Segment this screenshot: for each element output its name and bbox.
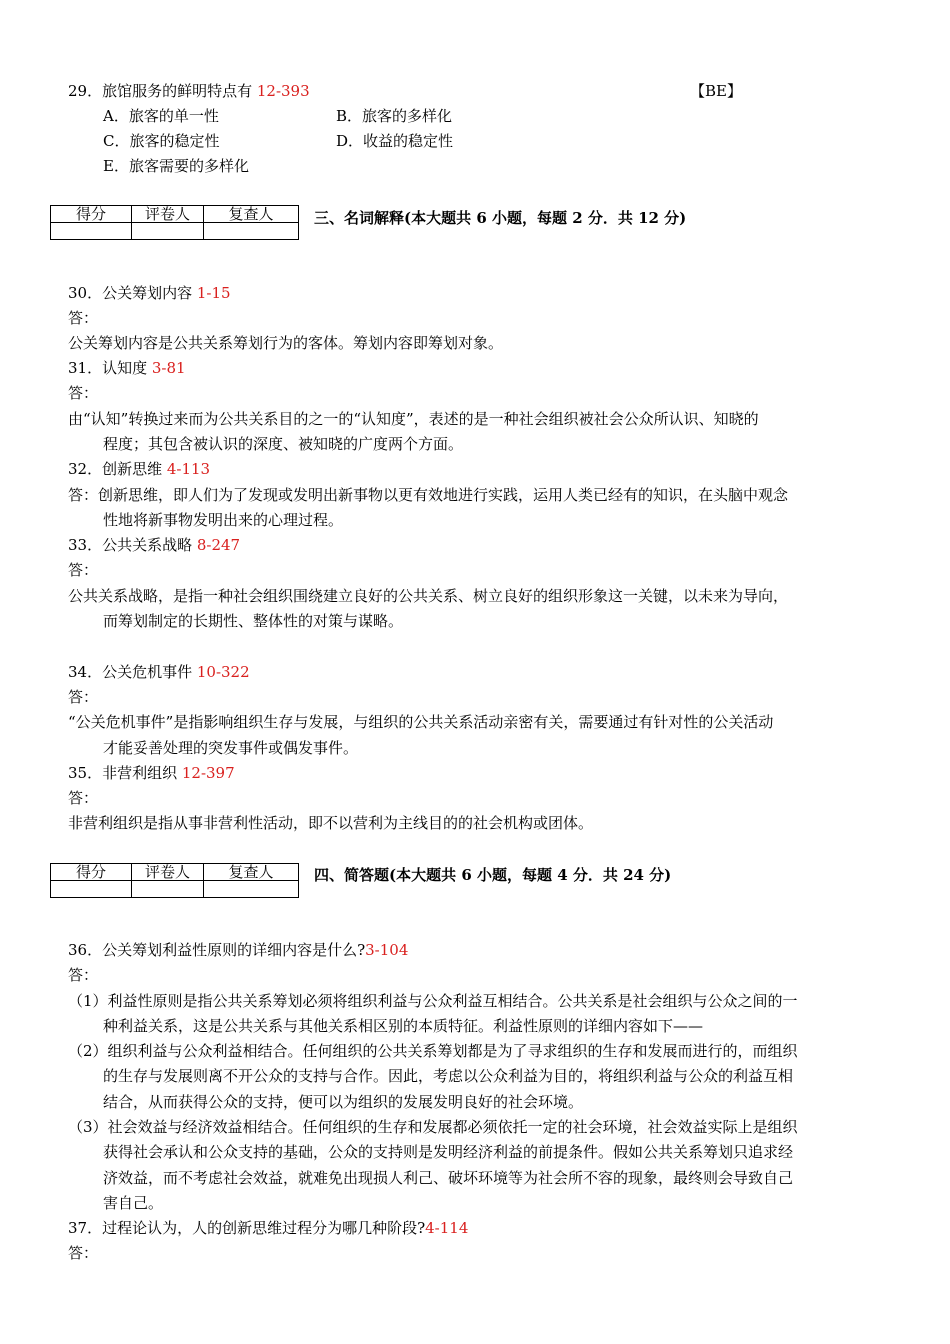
section4-title: 四、简答题(本大题共 6 小题，每题 4 分．共 24 分) (314, 866, 672, 884)
q35-ref: 12-397 (181, 764, 235, 782)
q34-stem (68, 662, 250, 682)
q37-answer-label: 答： (68, 1244, 99, 1262)
q30-answer-label: 答： (68, 309, 99, 327)
score-col-fuchaoren: 复查人 (204, 864, 299, 881)
score-cell-pingjuanren[interactable] (132, 223, 204, 240)
q31-stem (68, 358, 186, 378)
q35-stem (68, 763, 235, 783)
score-col-pingjuanren: 评卷人 (132, 864, 204, 881)
q31-answer-line1: 由“认知”转换过来而为公共关系目的之一的“认知度”，表述的是一种社会组织被社会公众所认识、知晓的 (68, 410, 759, 428)
score-cell-fuchaoren[interactable] (204, 881, 299, 898)
q36-p2-line2: 的生存与发展则离不开公众的支持与合作。因此，考虑以公众利益为目的，将组织利益与公众的利益互相 (103, 1067, 794, 1085)
q36-p2-line1: （2）组织利益与公众利益相结合。任何组织的公共关系筹划都是为了寻求组织的生存和发展而进行的，而组织 (68, 1042, 798, 1060)
q29-stem-text: 29．旅馆服务的鲜明特点有 (68, 82, 257, 100)
q37-stem (68, 1218, 468, 1238)
score-cell-fuchaoren[interactable] (204, 223, 299, 240)
q35-answer-label: 答： (68, 789, 99, 807)
q33-ref: 8-247 (196, 536, 241, 554)
q36-p3-line2: 获得社会承认和公众支持的基础，公众的支持则是发明经济利益的前提条件。假如公共关系筹划只追求经 (103, 1143, 794, 1161)
q29-stem (68, 81, 310, 101)
score-cell-pingjuanren[interactable] (132, 881, 204, 898)
q36-p3-line3: 济效益，而不考虑社会效益，就难免出现损人利己、破坏环境等为社会所不容的现象，最终则会导致自己 (103, 1169, 794, 1187)
q34-answer-line2: 才能妥善处理的突发事件或偶发事件。 (103, 739, 359, 757)
q30-stem-text: 30．公关筹划内容 (68, 284, 197, 302)
section3-title: 三、名词解释(本大题共 6 小题，每题 2 分．共 12 分) (314, 209, 687, 227)
q33-answer-label: 答： (68, 561, 99, 579)
q29-answer: 【BE】 (690, 82, 742, 100)
q31-answer-label: 答： (68, 384, 99, 402)
score-table-section3 (50, 205, 299, 240)
q36-stem (68, 940, 408, 960)
q33-answer-line2: 而筹划制定的长期性、整体性的对策与谋略。 (103, 612, 404, 630)
q29-option-c: C．旅客的稳定性 (103, 132, 220, 150)
q33-stem (68, 535, 240, 555)
q30-ref: 1-15 (196, 284, 231, 302)
q36-p1-line2: 种利益关系，这是公共关系与其他关系相区别的本质特征。利益性原则的详细内容如下—— (103, 1017, 704, 1035)
q34-answer-label: 答： (68, 688, 99, 706)
q35-answer: 非营利组织是指从事非营利性活动，即不以营利为主线目的的社会机构或团体。 (68, 814, 594, 832)
q37-stem-text: 37．过程论认为，人的创新思维过程分为哪几种阶段? (68, 1219, 426, 1237)
q29-option-e: E．旅客需要的多样化 (103, 157, 249, 175)
q30-answer: 公关筹划内容是公共关系筹划行为的客体。筹划内容即筹划对象。 (68, 334, 504, 352)
q34-ref: 10-322 (196, 663, 250, 681)
q35-stem-text: 35．非营利组织 (68, 764, 182, 782)
q29-ref: 12-393 (256, 82, 310, 100)
q36-p1-line1: （1）利益性原则是指公共关系筹划必须将组织利益与公众利益互相结合。公共关系是社会组织与公众之间的一 (68, 992, 798, 1010)
q32-ref: 4-113 (166, 460, 211, 478)
score-cell-defen[interactable] (51, 223, 132, 240)
score-cell-defen[interactable] (51, 881, 132, 898)
q34-answer-line1: “公关危机事件”是指影响组织生存与发展，与组织的公共关系活动亲密有关，需要通过有针对性的公关活动 (68, 713, 774, 731)
q34-stem-text: 34．公关危机事件 (68, 663, 197, 681)
score-table-section4 (50, 863, 299, 898)
q36-p3-line1: （3）社会效益与经济效益相结合。任何组织的生存和发展都必须依托一定的社会环境，社会效益实际上是组织 (68, 1118, 798, 1136)
q36-stem-text: 36．公关筹划利益性原则的详细内容是什么? (68, 941, 366, 959)
q32-answer-line1: 答：创新思维，即人们为了发现或发明出新事物以更有效地进行实践，运用人类已经有的知识，在头脑中观念 (68, 486, 789, 504)
q31-answer-line2: 程度；其包含被认识的深度、被知晓的广度两个方面。 (103, 435, 464, 453)
score-col-fuchaoren: 复查人 (204, 206, 299, 223)
q31-ref: 3-81 (151, 359, 186, 377)
q29-option-a: A．旅客的单一性 (103, 107, 219, 125)
q36-p3-line4: 害自己。 (103, 1194, 164, 1212)
q29-option-d: D．收益的稳定性 (336, 132, 454, 150)
q36-ref: 3-104 (365, 941, 409, 959)
q32-answer-line2: 性地将新事物发明出来的心理过程。 (103, 511, 344, 529)
q36-p2-line3: 结合，从而获得公众的支持，便可以为组织的发展发明良好的社会环境。 (103, 1093, 584, 1111)
q29-option-b: B．旅客的多样化 (336, 107, 453, 125)
q33-stem-text: 33．公共关系战略 (68, 536, 197, 554)
q33-answer-line1: 公共关系战略，是指一种社会组织围绕建立良好的公共关系、树立良好的组织形象这一关键，以未来为导向， (68, 587, 789, 605)
q37-ref: 4-114 (425, 1219, 469, 1237)
q32-stem-text: 32．创新思维 (68, 460, 167, 478)
score-col-pingjuanren: 评卷人 (132, 206, 204, 223)
score-col-defen: 得分 (51, 864, 132, 881)
score-col-defen: 得分 (51, 206, 132, 223)
q36-answer-label: 答： (68, 966, 99, 984)
q30-stem (68, 283, 231, 303)
q32-stem (68, 459, 210, 479)
q31-stem-text: 31．认知度 (68, 359, 152, 377)
